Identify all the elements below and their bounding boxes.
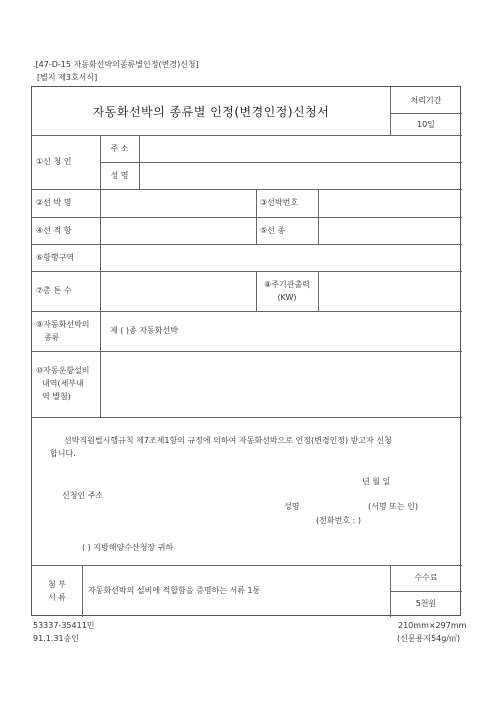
automated-ship-type-label-2: 종류 <box>44 333 60 342</box>
attachment-label: 첨 부 <box>48 580 66 589</box>
attachment-label-2: 서 류 <box>48 593 66 602</box>
applicant-address-label: 신청인 주소 <box>62 491 104 500</box>
footer-code: 53337-35411민 <box>33 621 95 630</box>
equipment-label-3: 역 별첨) <box>42 392 71 401</box>
ship-number-label: ③선박번호 <box>260 198 299 207</box>
footer-paper-type: (신문용지54g/㎡) <box>397 634 461 643</box>
applicant-name-label: 성명 <box>284 502 300 511</box>
ship-type-label: ⑤선 종 <box>260 226 286 235</box>
footer-approval: 91.1.31승인 <box>33 634 79 643</box>
processing-period-value: 10일 <box>417 120 435 129</box>
attachment-content: 자동화선박의 설비에 적합함을 증명하는 서류 1통 <box>88 586 261 595</box>
signature-label: (서명 또는 인) <box>368 502 418 511</box>
engine-output-label: ⑧주기관출력 <box>264 280 310 289</box>
equipment-label-2: 내역(세부내 <box>42 379 84 388</box>
engine-output-unit: (KW) <box>277 293 297 302</box>
applicant-label: ①신 청 인 <box>36 157 72 166</box>
statement-line-1: 선박직원법시행규칙 제7조제1항의 규정에 의하여 자동화선박으로 인정(변경인정) 받고자 신청 <box>64 436 392 445</box>
processing-period-label: 처리기간 <box>410 96 442 105</box>
ship-name-label: ②선 박 명 <box>36 198 72 207</box>
document-heading: .[47-D-15 자동화선박의종류별인정(변경)신청] <box>33 60 199 69</box>
automated-ship-type-label: ⑨자동화선박의 <box>36 320 90 329</box>
recipient-label: ( ) 지방해양수산청장 귀하 <box>82 543 174 552</box>
navigation-area-label: ⑥항행구역 <box>36 253 75 262</box>
form-number: [별지 제3호서식] <box>37 73 98 82</box>
name-label: 성 명 <box>110 171 129 180</box>
port-of-registry-label: ④선 적 항 <box>36 226 72 235</box>
application-form <box>31 86 461 616</box>
fee-value: 5천원 <box>415 599 437 608</box>
automated-ship-type-value: 제 ( )종 자동화선박 <box>110 326 178 335</box>
gross-tonnage-label: ⑦총 톤 수 <box>36 286 72 295</box>
equipment-label: ⑩자동운항설비 <box>36 366 90 375</box>
phone-label: (전화번호 : ) <box>316 516 361 525</box>
form-title: 자동화선박의 종류별 인정(변경인정)신청서 <box>92 105 330 119</box>
footer-paper-size: 210mm×297mm <box>398 621 467 630</box>
fee-label: 수수료 <box>414 573 438 582</box>
application-date: 년 월 일 <box>362 477 391 486</box>
statement-line-2: 합니다. <box>50 449 76 458</box>
address-label: 주 소 <box>110 144 129 153</box>
